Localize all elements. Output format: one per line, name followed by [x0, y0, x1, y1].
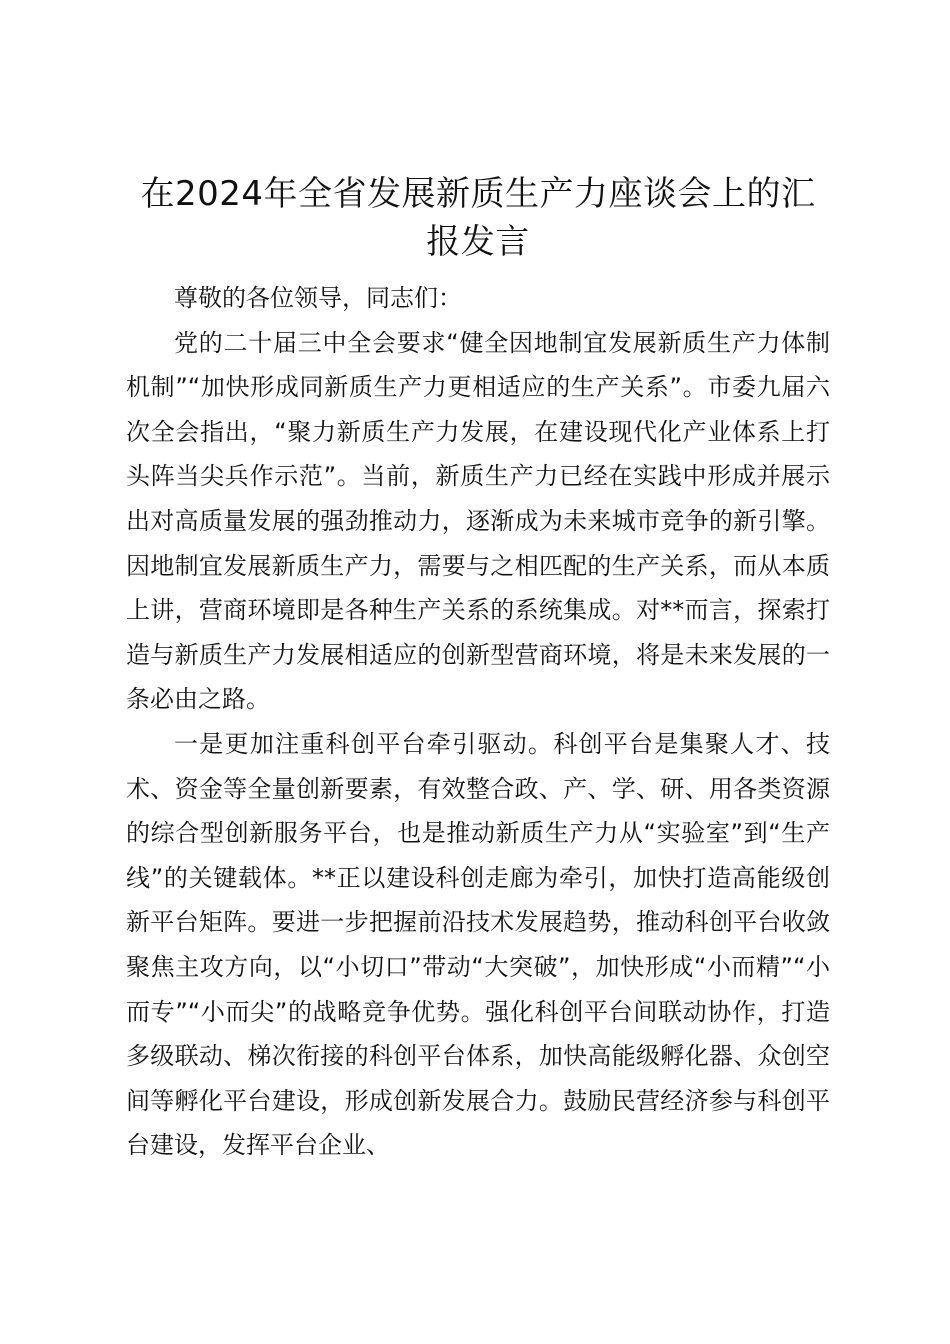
- document-title: 在2024年全省发展新质生产力座谈会上的汇报发言: [140, 174, 816, 262]
- salutation: 尊敬的各位领导，同志们：: [174, 284, 462, 312]
- document-body: [126, 276, 830, 1168]
- paragraph: 一是更加注重科创平台牵引驱动。科创平台是集聚人才、技术、资金等全量创新要素，有效整合政、产、学、研、用各类资源的综合型创新服务平台，也是推动新质生产力从“实验室”到“生产线”的关键载体。**正以建设科创走廊为牵引，加快打造高能级创新平台矩阵。要进一步把握前沿技术发展趋势，推动科创平台收敛聚焦主攻方向，以“小切口”带动“大突破”，加快形成“小而精”“小而专”“小而尖”的战略竞争优势。强化科创平台间联动协作，打造多级联动、梯次衔接的科创平台体系，加快高能级孵化器、众创空间等孵化平台建设，形成创新发展合力。鼓励民营经济参与科创平台建设，发挥平台企业、: [126, 729, 830, 1160]
- paragraph: 党的二十届三中全会要求“健全因地制宜发展新质生产力体制机制”“加快形成同新质生产力更相适应的生产关系”。市委九届六次全会指出，“聚力新质生产力发展，在建设现代化产业体系上打头阵当尖兵作示范”。当前，新质生产力已经在实践中形成并展示出对高质量发展的强劲推动力，逐渐成为未来城市竞争的新引擎。因地制宜发展新质生产力，需要与之相匹配的生产关系，而从本质上讲，营商环境即是各种生产关系的系统集成。对**而言，探索打造与新质生产力发展相适应的创新型营商环境，将是未来发展的一条必由之路。: [126, 328, 830, 714]
